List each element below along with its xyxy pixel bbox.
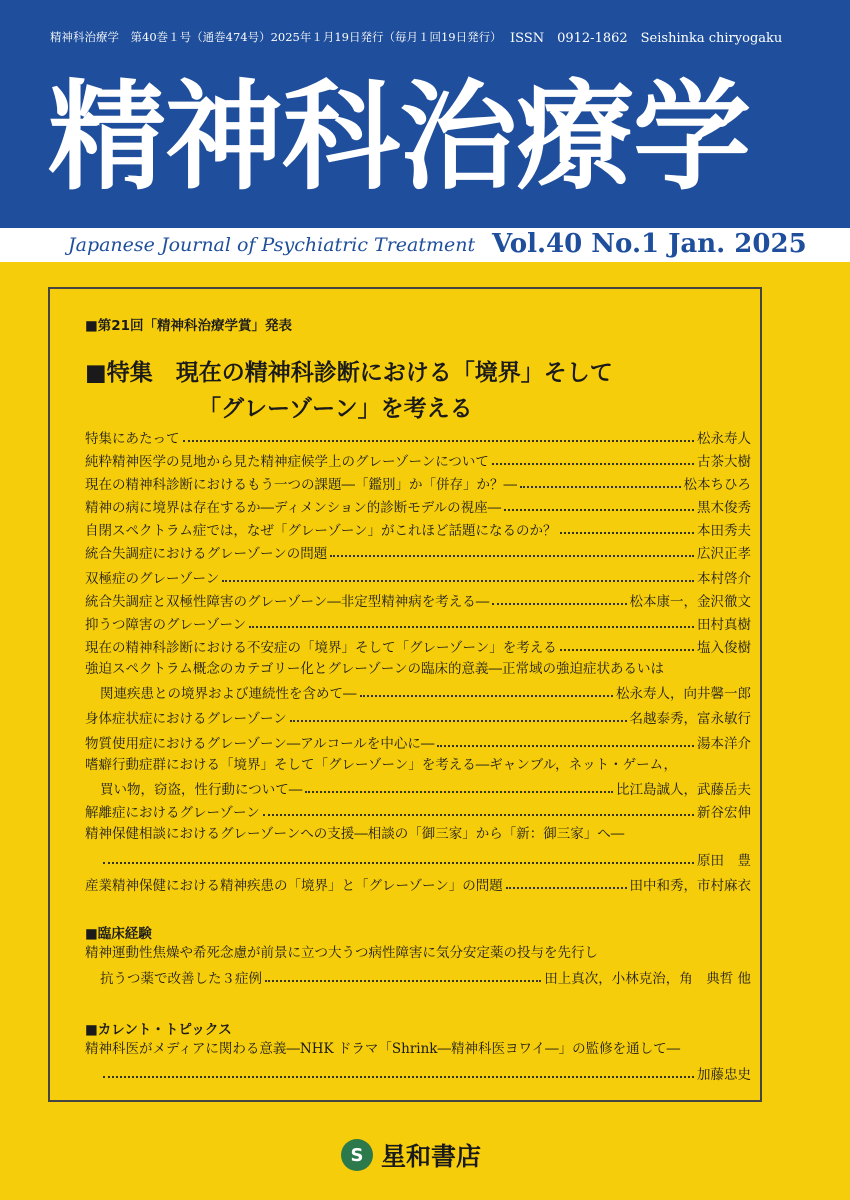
entry-title: 特集にあたって bbox=[85, 431, 180, 447]
toc-entry bbox=[85, 635, 751, 657]
toc-entry bbox=[85, 800, 751, 822]
toc-entry bbox=[85, 706, 751, 728]
leader-dots bbox=[290, 720, 627, 722]
entry-author: 田中和秀，市村麻衣 bbox=[629, 878, 751, 894]
toc-entry bbox=[85, 426, 751, 448]
toc-entry bbox=[100, 848, 751, 870]
entry-title: 統合失調症におけるグレーゾーンの問題 bbox=[85, 546, 328, 562]
toc-entry bbox=[85, 731, 751, 753]
toc-entry bbox=[100, 777, 751, 799]
entry-title: 関連疾患との境界および連続性を含めて― bbox=[100, 686, 357, 702]
entry-author: 比江島誠人，武藤岳夫 bbox=[616, 782, 751, 798]
entry-title: 買い物，窃盗，性行動について― bbox=[100, 782, 303, 798]
publisher-mark-icon: S bbox=[341, 1139, 373, 1171]
entry-title: 身体症状症におけるグレーゾーン bbox=[85, 711, 287, 727]
leader-dots bbox=[265, 980, 541, 982]
leader-dots bbox=[504, 509, 694, 511]
toc-entry bbox=[85, 472, 751, 494]
entry-author: 田村真樹 bbox=[697, 617, 751, 633]
toc-entry bbox=[100, 966, 751, 988]
masthead bbox=[0, 0, 850, 228]
entry-author: 古茶大樹 bbox=[697, 454, 751, 470]
leader-dots bbox=[249, 626, 694, 628]
leader-dots bbox=[330, 555, 694, 557]
toc-entry bbox=[85, 518, 751, 540]
entry-author: 本田秀夫 bbox=[697, 523, 751, 539]
entry-author: 広沢正孝 bbox=[697, 546, 751, 562]
leader-dots bbox=[263, 814, 694, 816]
clinical-heading: ■臨床経験 bbox=[85, 926, 152, 942]
entry-title: 現在の精神科診断におけるもう一つの課題―「鑑別」か「併存」か？― bbox=[85, 477, 517, 493]
entry-title-line1: 嗜癖行動症群における「境界」そして「グレーゾーン」を考える―ギャンブル，ネット・ゲーム， bbox=[85, 757, 677, 773]
leader-dots bbox=[492, 463, 694, 465]
topics-heading: ■カレント・トピックス bbox=[85, 1022, 232, 1038]
entry-title: 自閉スペクトラム症では，なぜ「グレーゾーン」がこれほど話題になるのか？ bbox=[85, 523, 557, 539]
entry-author: 原田 豊 bbox=[697, 853, 751, 869]
entry-title: 双極症のグレーゾーン bbox=[85, 571, 220, 587]
entry-title: 産業精神保健における精神疾患の「境界」と「グレーゾーン」の問題 bbox=[85, 878, 503, 894]
leader-dots bbox=[103, 862, 694, 864]
toc-entry bbox=[85, 449, 751, 471]
entry-title: 抑うつ障害のグレーゾーン bbox=[85, 617, 247, 633]
entry-author: 名越泰秀，富永敏行 bbox=[629, 711, 751, 727]
toc-entry bbox=[85, 495, 751, 517]
publication-info: 精神科治療学 第40巻１号（通巻474号）2025年１月19日発行（毎月１回19日発行） bbox=[50, 30, 502, 44]
toc-entry bbox=[85, 873, 751, 895]
entry-author: 塩入俊樹 bbox=[697, 640, 751, 656]
feature-title-line1: ■特集 現在の精神科診断における「境界」そして bbox=[85, 360, 613, 386]
entry-title-line1: 精神運動性焦燥や希死念慮が前景に立つ大うつ病性障害に気分安定薬の投与を先行し bbox=[85, 945, 598, 961]
entry-author: 松本ちひろ bbox=[683, 477, 751, 493]
entry-title: 精神の病に境界は存在するか―ディメンション的診断モデルの視座― bbox=[85, 500, 502, 516]
entry-title-line1: 強迫スペクトラム概念のカテゴリー化とグレーゾーンの臨床的意義―正常域の強迫症状あるいは bbox=[85, 661, 665, 677]
leader-dots bbox=[520, 486, 681, 488]
toc-entry bbox=[100, 681, 751, 703]
entry-author: 湯本洋介 bbox=[697, 736, 751, 752]
publisher-name: 星和書店 bbox=[381, 1142, 482, 1171]
leader-dots bbox=[183, 440, 695, 442]
entry-author: 松永寿人，向井馨一郎 bbox=[616, 686, 751, 702]
leader-dots bbox=[360, 695, 614, 697]
entry-title-line1: 精神科医がメディアに関わる意義―NHK ドラマ「Shrink―精神科医ヨワイ―」の監修を通して― bbox=[85, 1041, 681, 1057]
leader-dots bbox=[492, 603, 626, 605]
toc-entry bbox=[85, 612, 751, 634]
volume-issue: Vol.40 No.1 Jan. 2025 bbox=[492, 229, 807, 259]
leader-dots bbox=[506, 887, 627, 889]
leader-dots bbox=[103, 1076, 694, 1078]
entry-title: 純粋精神医学の見地から見た精神症候学上のグレーゾーンについて bbox=[85, 454, 489, 470]
toc-entry bbox=[85, 541, 751, 563]
issn-line: ISSN 0912-1862 Seishinka chiryogaku bbox=[510, 31, 783, 46]
toc-entry bbox=[85, 589, 751, 611]
leader-dots bbox=[305, 791, 613, 793]
entry-author: 田上真次，小林克治，角 典哲 他 bbox=[544, 971, 751, 987]
entry-title: 現在の精神科診断における不安症の「境界」そして「グレーゾーン」を考える bbox=[85, 640, 557, 656]
entry-author: 松永寿人 bbox=[697, 431, 751, 447]
entry-title-line1: 精神保健相談におけるグレーゾーンへの支援―相談の「御三家」から「新：御三家」へ― bbox=[85, 826, 625, 842]
feature-title-line2: 「グレーゾーン」を考える bbox=[198, 396, 473, 422]
award-heading: ■第21回「精神科治療学賞」発表 bbox=[85, 318, 293, 334]
journal-title: 精神科治療学 bbox=[48, 68, 751, 206]
entry-title: 物質使用症におけるグレーゾーン―アルコールを中心に― bbox=[85, 736, 435, 752]
toc-entry bbox=[100, 1062, 751, 1084]
entry-author: 本村啓介 bbox=[697, 571, 751, 587]
entry-title: 抗うつ薬で改善した３症例 bbox=[100, 971, 262, 987]
entry-title: 統合失調症と双極性障害のグレーゾーン―非定型精神病を考える― bbox=[85, 594, 490, 610]
leader-dots bbox=[437, 745, 694, 747]
journal-english-title: Japanese Journal of Psychiatric Treatment bbox=[68, 234, 476, 256]
leader-dots bbox=[222, 580, 694, 582]
entry-author: 加藤忠史 bbox=[697, 1067, 751, 1083]
leader-dots bbox=[560, 532, 694, 534]
entry-author: 松本康一，金沢徹文 bbox=[629, 594, 751, 610]
entry-author: 新谷宏伸 bbox=[697, 805, 751, 821]
entry-author: 黒木俊秀 bbox=[697, 500, 751, 516]
publisher-logo bbox=[341, 1137, 481, 1173]
leader-dots bbox=[560, 649, 694, 651]
toc-entry bbox=[85, 566, 751, 588]
entry-title: 解離症におけるグレーゾーン bbox=[85, 805, 260, 821]
